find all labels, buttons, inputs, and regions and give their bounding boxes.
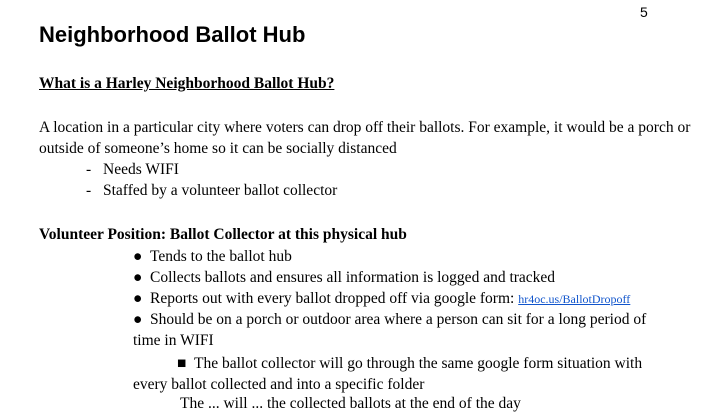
bullet-dot-icon: ● <box>133 290 143 307</box>
bullet-text: Should be on a porch or outdoor area where a person can sit for a long period of time in WIFI <box>133 311 647 349</box>
bullet-text: Collects ballots and ensures all information is logged and tracked <box>150 269 556 286</box>
dash-marker: - <box>86 161 92 178</box>
bullet-item <box>133 267 555 288</box>
bullet-text: Reports out with every ballot dropped off via google form: <box>150 290 519 307</box>
bullet-dot-icon: ● <box>133 248 143 265</box>
bullet-item <box>133 288 630 310</box>
bullet-item <box>133 309 653 351</box>
page-title: Neighborhood Ballot Hub <box>39 22 306 47</box>
bullet-dot-icon: ● <box>133 311 143 328</box>
ballot-dropoff-link[interactable]: hr4oc.us/BallotDropoff <box>518 292 631 306</box>
intro-paragraph: A location in a particular city where voters can drop off their ballots. For example, it would be a porch or outside of someone’s home so it can be socially distanced <box>39 119 691 157</box>
dash-list-item <box>86 159 179 180</box>
bullet-dot-icon: ● <box>133 269 143 286</box>
sub-bullet-item <box>133 353 653 395</box>
bullet-text: Tends to the ballot hub <box>150 248 292 265</box>
dash-item-text: Needs WIFI <box>103 161 179 178</box>
cutoff-line: The ... will ... the collected ballots at the end of the day <box>180 395 521 412</box>
bullet-item <box>133 246 292 267</box>
dash-list-item <box>86 180 337 201</box>
square-bullet-icon: ■ <box>177 355 187 372</box>
dash-marker: - <box>86 182 92 199</box>
sub-bullet-text: The ballot collector will go through the same google form situation with every ballot collected and into a specific folder <box>133 355 643 393</box>
section-heading: What is a Harley Neighborhood Ballot Hub? <box>39 75 335 92</box>
dash-item-text: Staffed by a volunteer ballot collector <box>103 182 338 199</box>
volunteer-position-heading: Volunteer Position: Ballot Collector at this physical hub <box>39 226 407 243</box>
page-number: 5 <box>640 4 648 20</box>
